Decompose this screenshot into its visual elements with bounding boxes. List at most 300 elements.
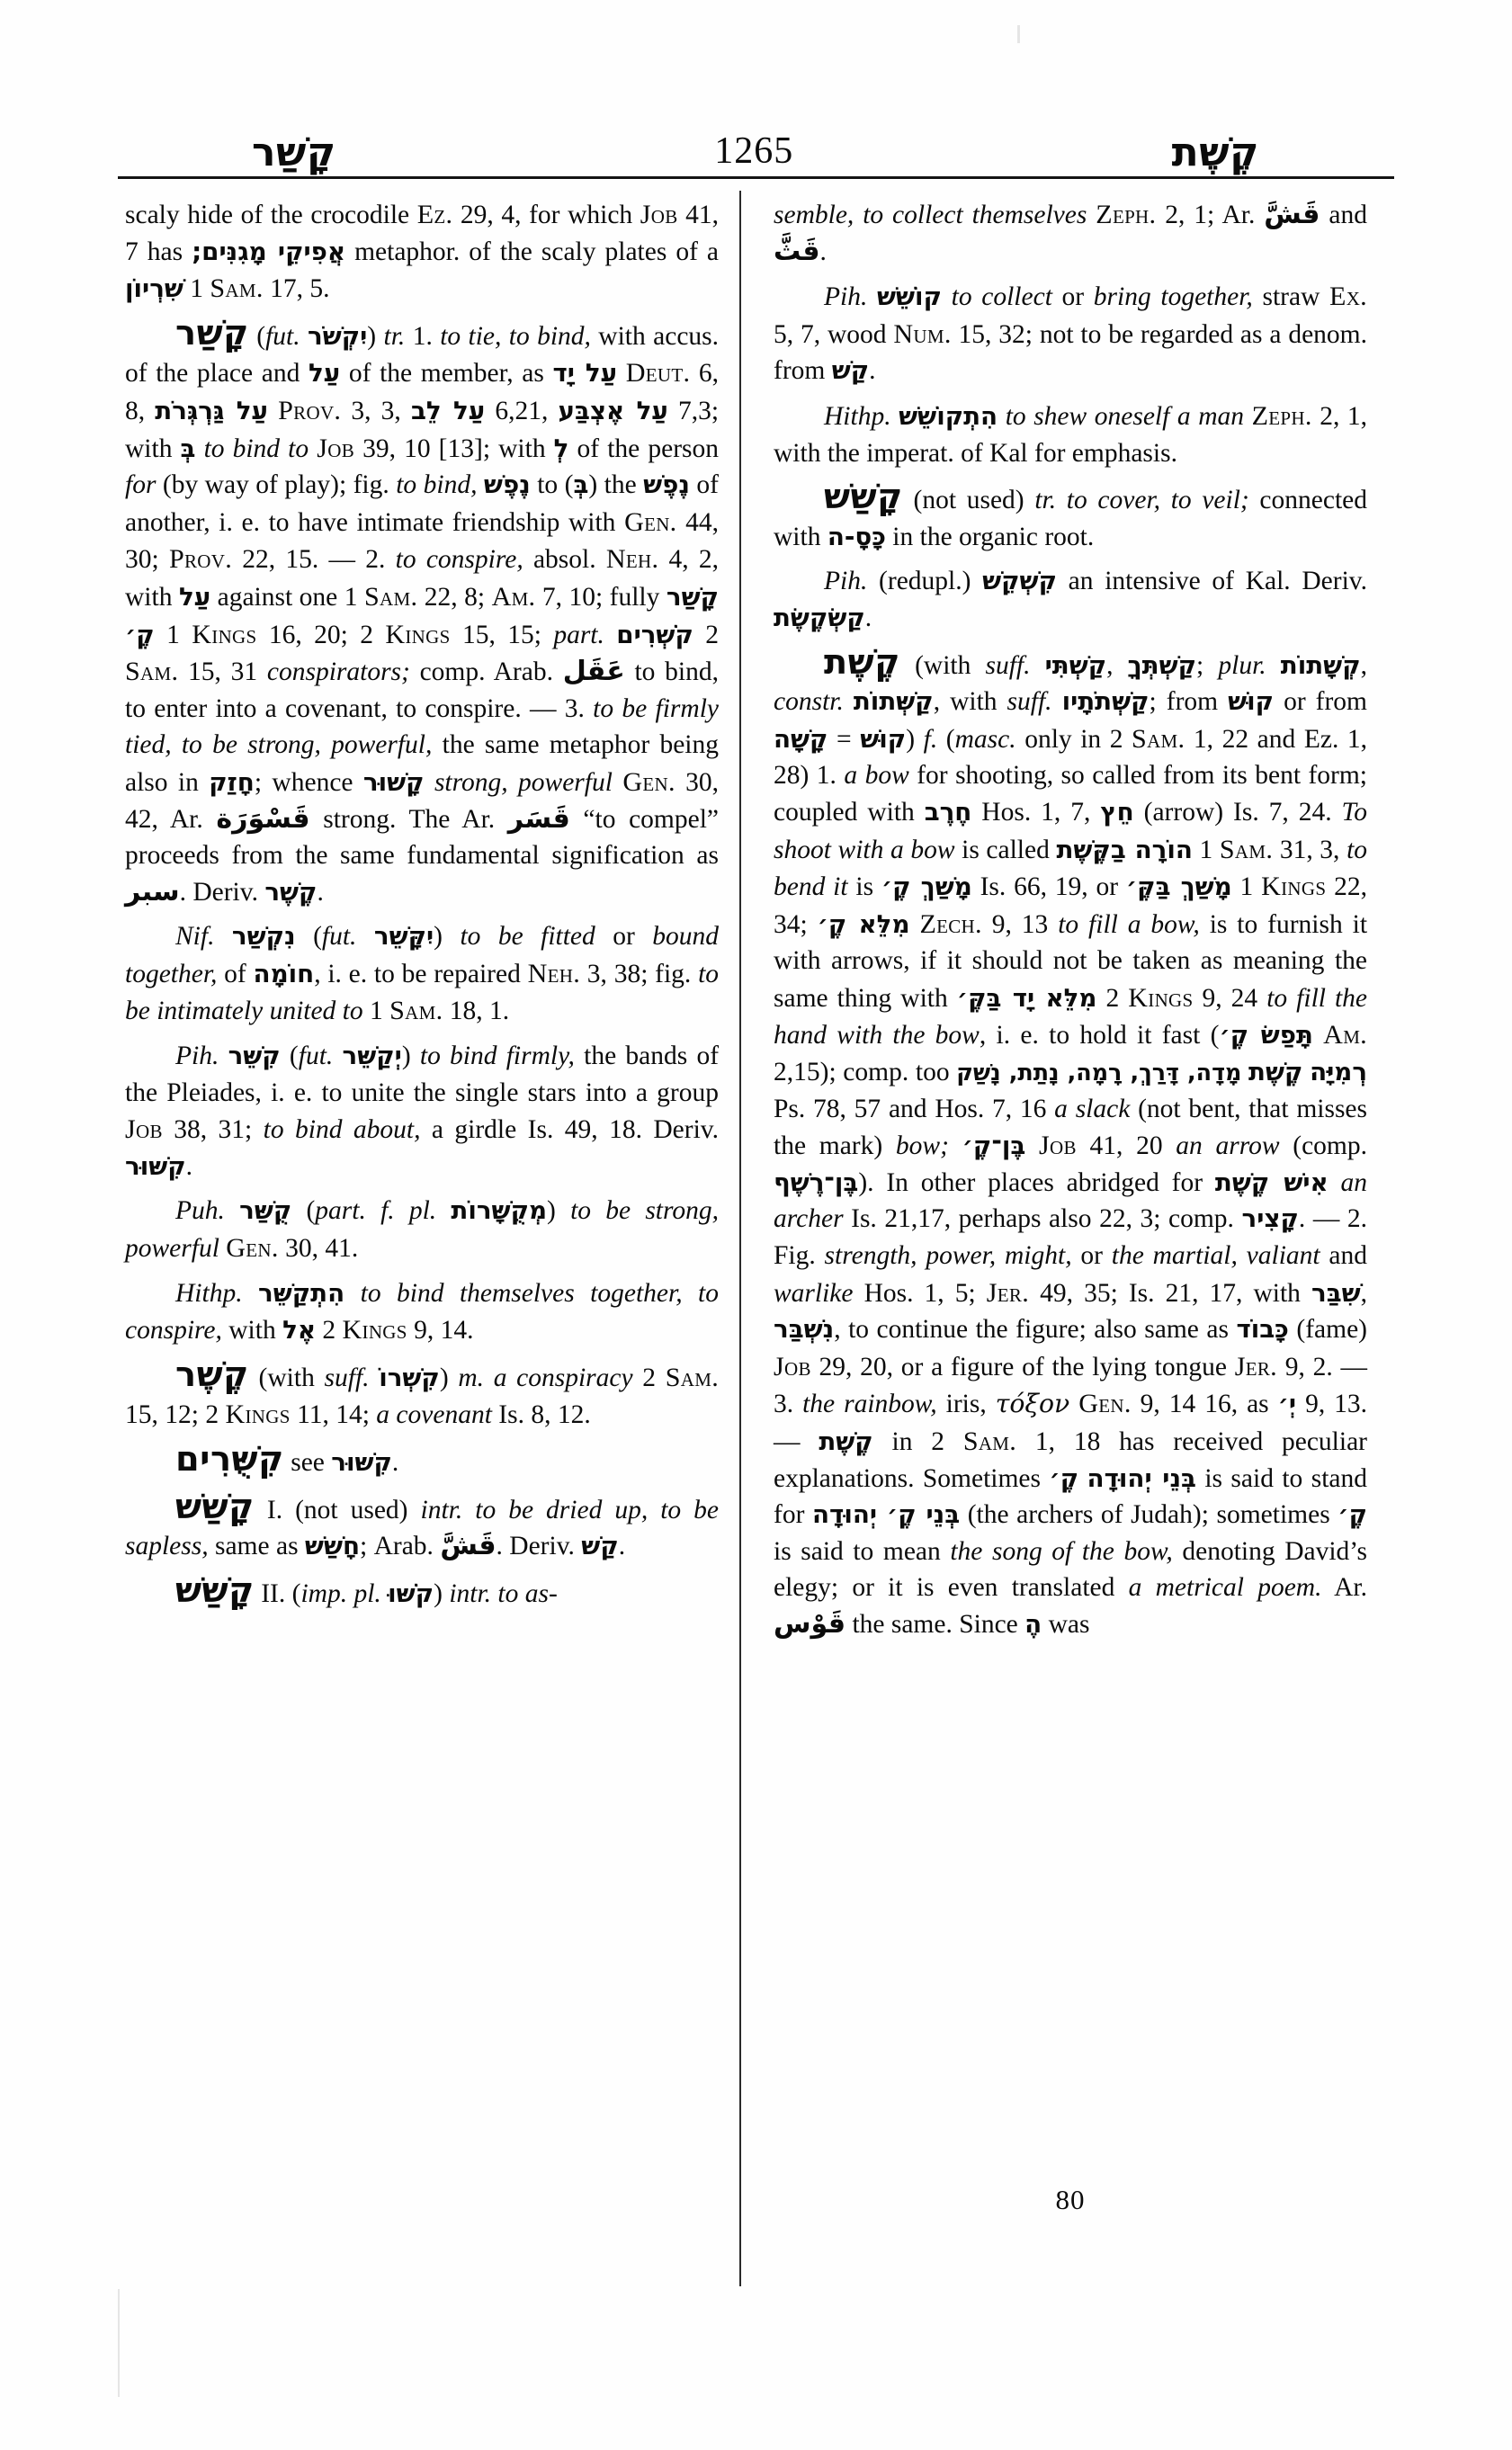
hebrew-word: חָזַק bbox=[209, 766, 255, 797]
body-text: Hos. 1, 5; bbox=[853, 1278, 987, 1308]
body-text: . bbox=[819, 237, 827, 266]
hebrew-word: קֶשֶׁת bbox=[819, 1426, 873, 1456]
scan-edge-artifact-left bbox=[118, 2289, 120, 2397]
body-text: ( bbox=[291, 1196, 316, 1226]
body-text: 1, 18 has received peculiar explanations. Sometimes bbox=[774, 1427, 1367, 1493]
body-text bbox=[604, 621, 616, 649]
body-text: ( bbox=[248, 321, 266, 351]
body-text: was bbox=[1042, 1609, 1090, 1639]
hebrew-word: שִׁרְיוֹן bbox=[125, 273, 183, 304]
body-text: . bbox=[391, 1448, 399, 1477]
body-text: (arrow) Is. 7, 24. bbox=[1133, 797, 1342, 827]
body-text: ) bbox=[547, 1196, 571, 1226]
body-text bbox=[844, 687, 854, 716]
body-text: 29, 4, for which bbox=[452, 201, 640, 229]
body-text: ) bbox=[439, 1363, 459, 1392]
body-text: a girdle Is. 49, 18. Deriv. bbox=[420, 1115, 719, 1145]
hebrew-word: קוֹשֵׁשׁ bbox=[877, 282, 942, 312]
body-text: 9, 2. — 3. bbox=[774, 1352, 1367, 1419]
continuation-paragraph bbox=[125, 196, 719, 308]
hebrew-word: קִשְׁרוֹ bbox=[379, 1362, 440, 1392]
gloss-italic: to be intimately united to bbox=[125, 959, 720, 1026]
body-text: is to furnish it with arrows, if it should not be taken as meaning the same thing with bbox=[774, 909, 1368, 1013]
gloss-italic: semble, to collect themselves bbox=[774, 201, 1087, 229]
bible-book-abbrev: Ez. bbox=[416, 199, 453, 229]
bible-book-abbrev: Jer. bbox=[1234, 1350, 1277, 1381]
gloss-italic: part. bbox=[553, 620, 604, 649]
body-text bbox=[1087, 201, 1096, 229]
bible-book-abbrev: Jer. bbox=[986, 1276, 1030, 1308]
body-text: 15, 15; bbox=[450, 620, 554, 649]
gloss-italic: a covenant bbox=[376, 1400, 492, 1430]
bible-book-abbrev: Sam. bbox=[1132, 722, 1185, 754]
body-text: comp. Arab. bbox=[409, 657, 563, 687]
body-text: 39, 10 [13]; with bbox=[354, 434, 554, 463]
hebrew-word: קַשְּׁתֹתָיו bbox=[1061, 686, 1150, 717]
gloss-italic: the song of the bow, bbox=[950, 1536, 1173, 1566]
body-text: 31, 3, bbox=[1273, 835, 1347, 864]
body-text: 6,21, bbox=[485, 396, 559, 425]
arabic-word: قَسْوَرَة bbox=[216, 802, 310, 835]
body-text: , to continue the figure; also same as bbox=[834, 1315, 1237, 1345]
greek-word: τόξον bbox=[995, 1389, 1070, 1419]
conjugation-paragraph bbox=[125, 910, 719, 1030]
bible-book-abbrev: Job bbox=[125, 1113, 163, 1145]
body-text bbox=[214, 922, 231, 951]
hebrew-word: קֶ׳ bbox=[1338, 1499, 1367, 1530]
body-text bbox=[1241, 1058, 1248, 1086]
body-text: 1 bbox=[154, 620, 192, 649]
hebrew-word: קַשְׁתִּי bbox=[1044, 649, 1107, 680]
body-text: 5, 7, wood bbox=[774, 319, 894, 349]
hebrew-word: עַל יָד bbox=[552, 358, 618, 389]
bible-book-abbrev: Neh. bbox=[605, 543, 659, 575]
body-text: of bbox=[217, 959, 254, 988]
body-text bbox=[1069, 1390, 1078, 1418]
body-text: , i. e. to hold it fast ( bbox=[979, 1021, 1220, 1051]
hebrew-word: אֲפִיקֵי מָגִנִּים; bbox=[192, 236, 346, 266]
hebrew-word: עַל גַּרְגְּרֹת bbox=[155, 395, 268, 425]
body-text: 30, 41. bbox=[278, 1234, 359, 1264]
gloss-italic: to fill a bow, bbox=[1058, 909, 1200, 939]
body-text bbox=[1329, 1168, 1341, 1197]
arabic-word: قَثَّ bbox=[774, 235, 820, 267]
body-text: 1 bbox=[1192, 835, 1220, 864]
hebrew-word: קֻשַּׁר bbox=[239, 1195, 292, 1226]
arabic-word: قَسَر bbox=[507, 802, 570, 835]
body-text: 1 bbox=[183, 274, 210, 304]
bible-book-abbrev: Kings bbox=[225, 1399, 291, 1430]
bible-book-abbrev: Job bbox=[317, 432, 354, 463]
gloss-italic: suff. bbox=[985, 650, 1031, 680]
conjugation-paragraph bbox=[125, 1267, 719, 1349]
body-text: , bbox=[1106, 650, 1128, 680]
gloss-italic: a bow bbox=[844, 761, 909, 791]
body-text bbox=[617, 359, 626, 388]
body-text: only in 2 bbox=[1015, 724, 1132, 754]
body-text bbox=[998, 402, 1006, 431]
hebrew-word: חוֹמָה bbox=[253, 958, 315, 988]
body-text: 2,15); comp. too bbox=[774, 1058, 957, 1087]
bible-book-abbrev: Kings bbox=[342, 1314, 407, 1346]
gloss-italic: the martial, valiant bbox=[1111, 1241, 1320, 1271]
conjugation-paragraph bbox=[774, 389, 1367, 471]
body-text: 3, 3, bbox=[341, 396, 411, 425]
hebrew-word: קֶ׳ bbox=[1049, 1462, 1079, 1493]
gloss-italic: constr. bbox=[774, 687, 844, 717]
body-text: is said to mean bbox=[774, 1536, 951, 1566]
hebrew-word: שִׁבַּר bbox=[1311, 1277, 1361, 1308]
hebrew-word: הֶ bbox=[1024, 1608, 1042, 1639]
hebrew-word: יִקְשֹׁר bbox=[308, 320, 368, 351]
hebrew-word: עַל אֶצְבַּע bbox=[558, 395, 668, 425]
arabic-word: قَوْس bbox=[774, 1607, 846, 1640]
conjugation-paragraph bbox=[125, 1185, 719, 1266]
body-text: 11, 14; bbox=[290, 1400, 377, 1430]
gloss-italic: strength, power, might, bbox=[824, 1241, 1072, 1271]
gloss-italic: bow; bbox=[895, 1131, 949, 1161]
hebrew-word: קִשּׁוּר bbox=[125, 1150, 186, 1181]
running-head bbox=[117, 113, 1394, 173]
gloss-italic: to be strong, powerful bbox=[125, 1196, 720, 1264]
body-text: 9, 13 bbox=[981, 909, 1059, 939]
hebrew-word: קָצִיר bbox=[1241, 1203, 1299, 1234]
hebrew-word: נִשְׁבַּר bbox=[774, 1314, 835, 1345]
body-text: 16, 20; 2 bbox=[256, 620, 386, 649]
body-text: with accus. of the place and bbox=[125, 321, 720, 389]
gloss-italic: to shew oneself a man bbox=[1005, 401, 1245, 431]
body-text: an intensive of Kal. Deriv. bbox=[1056, 567, 1367, 596]
gloss-italic: conspirators; bbox=[266, 657, 410, 687]
body-text: 30, 42, Ar. bbox=[125, 767, 720, 834]
gloss-italic: Hithp. bbox=[175, 1278, 243, 1308]
body-text: ). In other places abridged for bbox=[858, 1167, 1215, 1197]
hebrew-word: קַשְׁתְּךָ bbox=[1127, 649, 1197, 680]
gloss-italic: warlike bbox=[774, 1278, 854, 1308]
body-text bbox=[344, 1279, 360, 1308]
gloss-italic: Pih. bbox=[824, 567, 868, 596]
body-text bbox=[1031, 651, 1045, 680]
hebrew-word: כָּסָ-ה bbox=[827, 521, 886, 551]
body-text: connected with bbox=[774, 486, 1367, 551]
body-text: . bbox=[317, 877, 324, 907]
body-text: 1 bbox=[1231, 872, 1262, 902]
body-text: ( bbox=[280, 1042, 299, 1071]
entry-headword: קֶשֶׁת bbox=[824, 641, 900, 683]
body-text: metaphor. of the scaly plates of a bbox=[345, 237, 719, 266]
body-text: . bbox=[185, 1151, 193, 1181]
bible-book-abbrev: Zech. bbox=[919, 908, 982, 939]
hebrew-word: מְקֻשָּׁרוֹת bbox=[451, 1195, 548, 1226]
body-text bbox=[436, 1196, 451, 1225]
body-text: . bbox=[869, 356, 876, 386]
body-text bbox=[867, 282, 877, 311]
body-text: to bind, to enter into a covenant, to conspire. — 3. bbox=[125, 657, 719, 723]
body-text: 6, 8, bbox=[125, 359, 720, 425]
body-text bbox=[1244, 402, 1252, 431]
scan-edge-artifact bbox=[1017, 25, 1020, 43]
body-text: 7,3; with bbox=[125, 396, 720, 463]
body-text: Ps. 78, 57 and Hos. 7, 16 bbox=[774, 1094, 1055, 1123]
body-text: 18, 1. bbox=[443, 997, 510, 1026]
body-text: 15, 31 bbox=[178, 657, 267, 687]
body-text: ) the bbox=[588, 470, 644, 500]
body-text bbox=[333, 1042, 342, 1070]
gloss-italic: Pih. bbox=[175, 1042, 219, 1071]
hebrew-word: קַשְּׁתוֹת bbox=[853, 686, 934, 717]
body-text: or bbox=[1071, 1241, 1112, 1271]
bible-book-abbrev: Gen. bbox=[1078, 1388, 1132, 1419]
body-text: against one 1 bbox=[210, 582, 364, 612]
gloss-italic: to collect bbox=[951, 282, 1052, 312]
left-text-column bbox=[125, 196, 719, 1612]
body-text: . — 2. Fig. bbox=[774, 1204, 1368, 1271]
body-text: Hos. 1, 7, bbox=[971, 797, 1101, 827]
arabic-word: قَشَّ bbox=[440, 1530, 497, 1562]
gloss-italic: imp. pl. bbox=[300, 1578, 381, 1608]
body-text: and bbox=[1320, 1241, 1368, 1271]
bible-book-abbrev: Job bbox=[774, 1350, 811, 1381]
body-text: 17, 5. bbox=[263, 274, 330, 304]
bible-book-abbrev: Kings bbox=[1128, 981, 1194, 1013]
gloss-italic: m. bbox=[458, 1363, 485, 1392]
body-text bbox=[243, 1279, 258, 1308]
bible-book-abbrev: Gen. bbox=[226, 1232, 279, 1264]
hebrew-word: יְ׳ bbox=[1277, 1389, 1297, 1419]
body-text bbox=[949, 1131, 962, 1160]
gloss-italic: an arrow bbox=[1176, 1131, 1280, 1161]
gloss-italic: to fill the hand with the bow bbox=[774, 983, 1368, 1051]
arabic-word: سبر bbox=[125, 875, 180, 908]
body-text: is bbox=[847, 872, 881, 902]
hebrew-word: מָשַׁךְ בַּקֶּ׳ bbox=[1125, 872, 1232, 902]
gloss-italic: Puh. bbox=[175, 1196, 225, 1226]
entry-headword: קָשַׁשׁ bbox=[175, 1569, 255, 1611]
conjugation-paragraph bbox=[774, 270, 1367, 389]
conjugation-paragraph bbox=[774, 555, 1367, 636]
body-text: II. ( bbox=[254, 1578, 301, 1608]
gloss-italic: to bind, bbox=[396, 470, 478, 500]
body-text: 2 bbox=[1096, 983, 1129, 1013]
entry-headword: קָשַׁר bbox=[175, 312, 249, 353]
body-text: absol. bbox=[523, 545, 606, 575]
continuation-paragraph bbox=[774, 196, 1367, 270]
body-text: ; bbox=[1196, 650, 1219, 680]
body-text: or bbox=[1051, 282, 1094, 312]
column-divider bbox=[739, 191, 741, 2286]
bible-book-abbrev: Am. bbox=[1323, 1019, 1367, 1051]
body-text: ; whence bbox=[254, 767, 363, 797]
body-text bbox=[942, 282, 952, 311]
arabic-word: عَقَل bbox=[562, 656, 625, 688]
body-text: 22, 15. — 2. bbox=[232, 545, 396, 575]
bible-book-abbrev: Job bbox=[640, 199, 678, 229]
hebrew-word: קָשָׁה bbox=[774, 723, 828, 754]
body-text: 3, 38; fig. bbox=[580, 959, 699, 988]
body-text: or bbox=[595, 922, 653, 952]
gloss-italic: fut. bbox=[265, 321, 300, 351]
gloss-italic: tr. to cover, to veil; bbox=[1034, 486, 1249, 515]
body-text: 15, 32; not to be regarded as a denom. from bbox=[774, 319, 1367, 386]
bible-book-abbrev: Kings bbox=[192, 618, 257, 649]
body-text bbox=[1266, 651, 1281, 680]
body-text: (the archers of Judah); sometimes bbox=[960, 1500, 1338, 1530]
running-head-right-headword: קֶשֶׁת bbox=[1171, 130, 1259, 175]
body-text: 29, 20, or a figure of the lying tongue bbox=[810, 1352, 1235, 1381]
hebrew-word: תָּפַשׂ קֶ׳ bbox=[1219, 1020, 1313, 1051]
body-text: . bbox=[618, 1532, 626, 1561]
bible-book-abbrev: Job bbox=[1038, 1130, 1077, 1161]
entry-headword: קִשֻּׁרִים bbox=[175, 1439, 284, 1480]
body-text: 1 bbox=[362, 997, 390, 1026]
body-text: Is. 8, 12. bbox=[491, 1400, 591, 1430]
entry-headword: קָשַׁשׁ bbox=[824, 477, 903, 518]
body-text: same as bbox=[208, 1532, 305, 1561]
body-text bbox=[195, 434, 203, 463]
body-text: 41, 20 bbox=[1076, 1131, 1176, 1161]
gloss-italic: to tie, to bind, bbox=[440, 321, 591, 351]
hebrew-word: קֹשְׁרִים bbox=[616, 619, 693, 649]
body-text: 9, 24 bbox=[1193, 983, 1267, 1013]
body-text bbox=[225, 1196, 239, 1225]
bible-book-abbrev: Ex. bbox=[1329, 281, 1368, 312]
bible-book-abbrev: Gen. bbox=[624, 505, 677, 537]
hebrew-word: אִישׁ קֶשֶׁת bbox=[1214, 1167, 1329, 1197]
hebrew-word: אֶל bbox=[282, 1315, 317, 1346]
body-text: ) bbox=[367, 321, 384, 351]
hebrew-word: קִשֵּׁר bbox=[228, 1041, 281, 1071]
bible-book-abbrev: Am. bbox=[491, 580, 536, 612]
gloss-italic: Nif. bbox=[175, 922, 215, 952]
bible-book-abbrev: Sam. bbox=[389, 995, 443, 1026]
bible-book-abbrev: Prov. bbox=[278, 394, 342, 425]
hebrew-word: כָּבוֹד bbox=[1236, 1314, 1289, 1345]
body-text bbox=[356, 922, 373, 951]
body-text: . bbox=[864, 603, 872, 632]
bible-book-abbrev: Kings bbox=[385, 618, 451, 649]
body-text: Ar. bbox=[1321, 1573, 1367, 1603]
body-text: the same. Since bbox=[845, 1609, 1025, 1639]
hebrew-word: הִתְקַשֵּׁר bbox=[258, 1277, 345, 1308]
body-text bbox=[1078, 1464, 1087, 1493]
body-text: 22, 34; bbox=[774, 872, 1368, 939]
gloss-italic: Hithp. bbox=[824, 401, 891, 431]
bible-book-abbrev: Prov. bbox=[168, 543, 233, 575]
hebrew-word: יְקַשֵּׁר bbox=[342, 1041, 402, 1071]
bible-book-abbrev: Sam. bbox=[210, 273, 264, 304]
hebrew-word: קַשׁ bbox=[831, 355, 870, 386]
body-text: (with bbox=[248, 1363, 325, 1392]
bible-book-abbrev: Num. bbox=[893, 317, 952, 349]
body-text: . Deriv. bbox=[496, 1532, 582, 1561]
body-text: ) bbox=[906, 724, 924, 754]
gloss-italic: plur. bbox=[1218, 650, 1266, 680]
gloss-italic: masc. bbox=[954, 724, 1016, 754]
body-text bbox=[1302, 1058, 1310, 1086]
body-text: the same metaphor being also in bbox=[125, 730, 719, 797]
hebrew-word: עַל bbox=[309, 358, 341, 389]
dictionary-entry bbox=[125, 308, 719, 911]
hebrew-word: בְּנֵי קֶ׳ יְהוּדָה bbox=[812, 1499, 961, 1530]
body-text bbox=[425, 768, 434, 797]
body-text: (not used) bbox=[902, 486, 1035, 515]
hebrew-word: הוֹרָה בַקֶּשֶׁת bbox=[1056, 834, 1193, 864]
body-text: = bbox=[828, 724, 861, 754]
running-head-left-headword: קָשַׁר bbox=[252, 130, 336, 175]
body-text: with bbox=[221, 1316, 283, 1346]
body-text: I. (not used) bbox=[254, 1495, 421, 1525]
body-text: 15, 12; 2 bbox=[125, 1400, 226, 1430]
hebrew-word: בְּ bbox=[180, 433, 196, 463]
body-text: 9, 14. bbox=[407, 1316, 474, 1346]
body-text bbox=[1025, 1131, 1039, 1160]
bible-book-abbrev: Zeph. bbox=[1096, 199, 1157, 229]
gloss-italic: to conspire, bbox=[395, 545, 523, 575]
gloss-italic: to be firmly tied, to be strong, powerful, bbox=[125, 693, 719, 760]
body-text: , bbox=[1360, 650, 1367, 680]
hebrew-word: קֹשּׁוּ bbox=[388, 1578, 434, 1608]
bible-book-abbrev: Sam. bbox=[125, 656, 179, 687]
gloss-italic: bring together, bbox=[1093, 282, 1253, 312]
body-text: 4, 2, with bbox=[125, 545, 720, 612]
hebrew-word: בֶּן־רֶשֶׁף bbox=[774, 1167, 859, 1197]
body-text: ) bbox=[434, 922, 461, 952]
gloss-italic: suff. bbox=[324, 1363, 370, 1392]
body-text: . Deriv. bbox=[179, 877, 265, 907]
hebrew-word: חֶרֶב bbox=[924, 796, 972, 827]
hebrew-word: יִקָּשֵׁר bbox=[373, 921, 434, 952]
body-text: ( bbox=[937, 724, 955, 754]
hebrew-word: נִקְשַׁר bbox=[231, 921, 296, 952]
body-text: (comp. bbox=[1279, 1131, 1367, 1161]
hebrew-word: חָשַׁשׁ bbox=[304, 1531, 361, 1561]
hebrew-word: נֶפֶשׁ bbox=[643, 469, 690, 500]
body-text: Is. 66, 19, or bbox=[971, 872, 1126, 902]
body-text bbox=[613, 768, 622, 797]
gloss-italic: fut. bbox=[321, 922, 357, 952]
body-text: strong. The Ar. bbox=[309, 804, 508, 834]
body-text: (redupl.) bbox=[867, 567, 983, 596]
hebrew-word: קַשׁ bbox=[581, 1531, 619, 1561]
gloss-italic: a conspiracy bbox=[493, 1363, 633, 1392]
body-text: , i. e. to be repaired bbox=[314, 959, 528, 988]
right-text-column bbox=[774, 196, 1367, 1643]
body-text bbox=[219, 1042, 228, 1070]
body-text: (not bent, that misses the mark) bbox=[774, 1094, 1367, 1161]
gloss-italic: a slack bbox=[1054, 1094, 1131, 1123]
hebrew-word: נֶפֶשׁ bbox=[483, 469, 531, 500]
dictionary-entry bbox=[125, 1481, 719, 1565]
hebrew-word: קָשַׁר קֶ׳ bbox=[125, 581, 719, 649]
body-text: ; from bbox=[1149, 687, 1229, 717]
gloss-italic: Pih. bbox=[824, 282, 868, 312]
entry-headword: קֶשֶׁר bbox=[175, 1354, 249, 1395]
body-text: ) bbox=[434, 1578, 450, 1608]
bible-book-abbrev: Sam. bbox=[962, 1426, 1017, 1456]
hebrew-word: קִשְׁקֵשׁ bbox=[982, 566, 1057, 596]
hebrew-word: קִשּׁוּר bbox=[331, 1447, 392, 1477]
bible-book-abbrev: Sam. bbox=[1219, 833, 1274, 864]
body-text bbox=[891, 402, 899, 431]
bible-book-abbrev: Sam. bbox=[363, 580, 418, 612]
body-text bbox=[484, 1364, 494, 1392]
gloss-italic: bound together, bbox=[125, 922, 720, 988]
body-text: scaly hide of the crocodile bbox=[125, 201, 417, 229]
dictionary-entry bbox=[774, 637, 1367, 1643]
conjugation-paragraph bbox=[125, 1030, 719, 1185]
hebrew-word: קֶשֶׁר bbox=[264, 876, 318, 907]
body-text bbox=[268, 397, 278, 425]
